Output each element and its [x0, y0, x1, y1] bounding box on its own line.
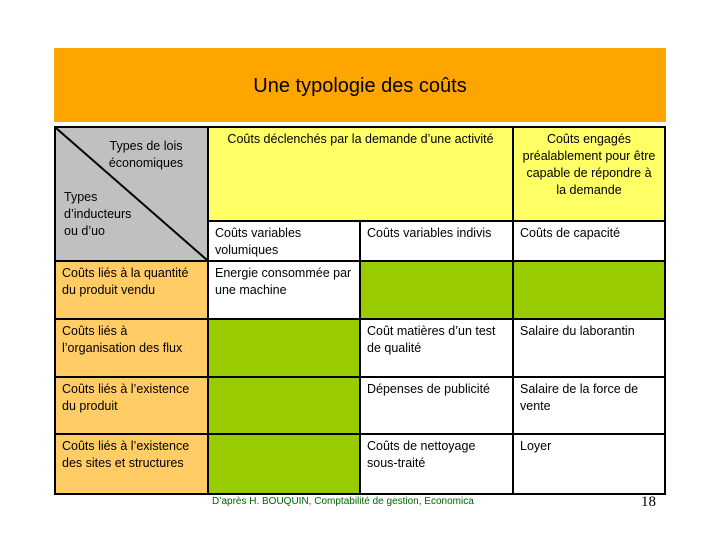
cell-empty — [514, 262, 664, 318]
page-number: 18 — [641, 494, 656, 510]
row-label: Coûts liés à l’existence des sites et structures — [56, 435, 207, 493]
header-variable-indivisible: Coûts variables indivis — [361, 222, 512, 260]
cell-empty — [209, 378, 359, 433]
title-banner — [54, 48, 666, 122]
cell-empty — [209, 320, 359, 376]
corner-bottom-label: Types d’inducteurs ou d’uo — [64, 190, 132, 238]
source-footnote: D’après H. BOUQUIN, Comptabilité de gestion, Economica — [212, 496, 474, 507]
cell-indivisible: Coûts de nettoyage sous-traité — [361, 435, 512, 493]
header-committed: Coûts engagés préalablement pour être capable de répondre à la demande — [514, 128, 664, 220]
cell-capacity: Salaire de la force de vente — [514, 378, 664, 433]
row-label: Coûts liés à l’existence du produit — [56, 378, 207, 433]
cell-capacity: Loyer — [514, 435, 664, 493]
header-triggered: Coûts déclenchés par la demande d’une activité — [209, 128, 512, 220]
row-label: Coûts liés à la quantité du produit vendu — [56, 262, 207, 318]
header-capacity: Coûts de capacité — [514, 222, 664, 260]
slide-title: Une typologie des coûts — [253, 74, 467, 97]
header-variable-volume: Coûts variables volumiques — [209, 222, 359, 260]
cell-volume: Energie consommée par une machine — [209, 262, 359, 318]
cell-empty — [361, 262, 512, 318]
cell-capacity: Salaire du laborantin — [514, 320, 664, 376]
cost-typology-table — [54, 126, 666, 495]
cell-indivisible: Dépenses de publicité — [361, 378, 512, 433]
corner-top-label: Types de lois économiques — [108, 139, 184, 170]
cell-indivisible: Coût matières d’un test de qualité — [361, 320, 512, 376]
row-label: Coûts liés à l’organisation des flux — [56, 320, 207, 376]
corner-cell — [56, 128, 207, 260]
cell-empty — [209, 435, 359, 493]
